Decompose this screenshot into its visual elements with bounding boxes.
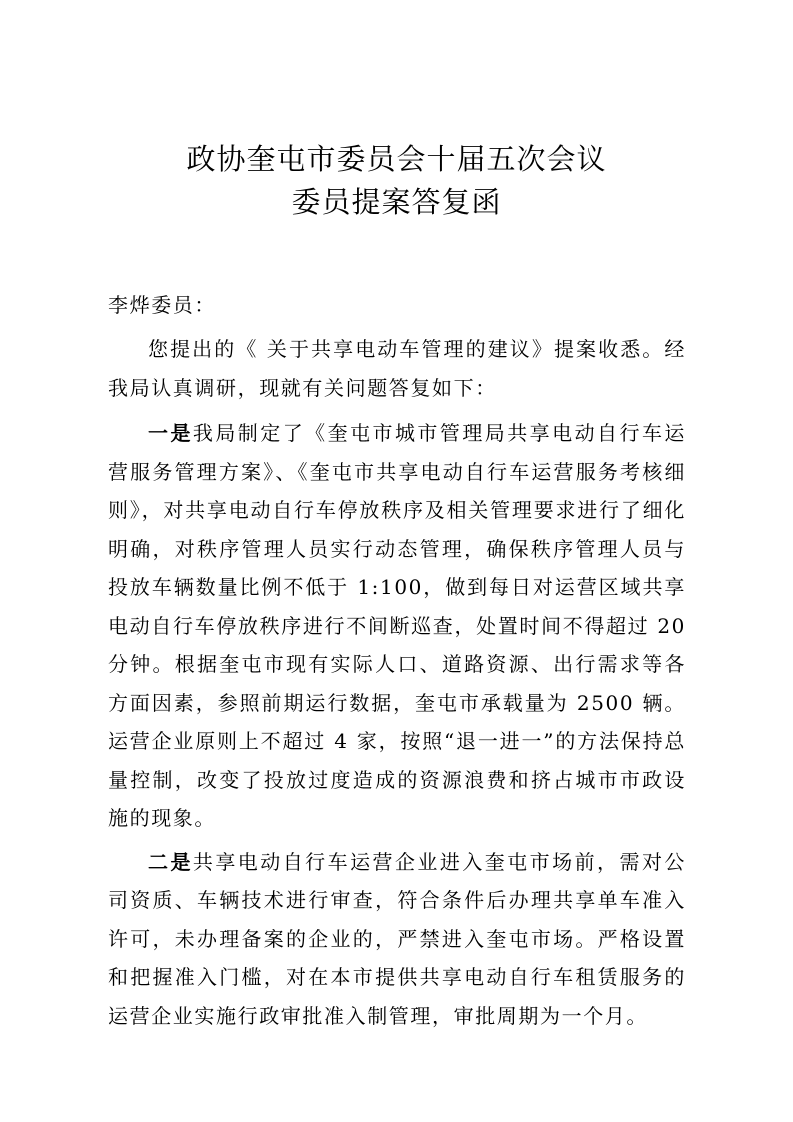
paragraph-intro (108, 330, 686, 407)
document-title-line-2: 委员提案答复函 (291, 185, 502, 219)
paragraph-point-2-text: 共享电动自行车运营企业进入奎屯市场前，需对公司资质、车辆技术进行审查，符合条件后办理共享单车准入许可，未办理备案的企业的，严禁进入奎屯市场。严格设置和把握准入门槛，对在本市提供共享电动自行车租赁服务的运营企业实施行政审批准入制管理，审批周期为一个月。 (108, 849, 686, 1028)
paragraph-point-2 (108, 843, 686, 1036)
paragraph-point-1-lead: 一是 (148, 421, 193, 445)
letter-body (108, 286, 686, 1035)
paragraph-intro-text: 您提出的《 关于共享电动车管理的建议》提案收悉。经我局认真调研，现就有关问题答复如下： (108, 337, 686, 400)
salutation: 李烨委员： (108, 293, 216, 317)
paragraph-point-2-lead: 二是 (148, 849, 193, 874)
document-title-line-1: 政协奎屯市委员会十届五次会议 (186, 142, 607, 176)
paragraph-point-1 (108, 414, 686, 838)
paragraph-point-1-text: 我局制定了《奎屯市城市管理局共享电动自行车运营服务管理方案》、《奎屯市共享电动自行车运营服务考核细则》，对共享电动自行车停放秩序及相关管理要求进行了细化明确，对秩序管理人员实行动态管理，确保秩序管理人员与投放车辆数量比例不低于 1:100，做到每日对运营区域共享电动自行车停放秩序进行不间断巡查，处置时间不得超过 20 分钟。根据奎屯市现有实际人口、道路资源、出行需求等各方面因素，参照前期运行数据，奎屯市承载量为 2500 辆。运营企业原则上不超过 4 家，按照“退一进一”的方法保持总量控制，改变了投放过度造成的资源浪费和挤占城市市政设施的现象。 (108, 421, 686, 830)
